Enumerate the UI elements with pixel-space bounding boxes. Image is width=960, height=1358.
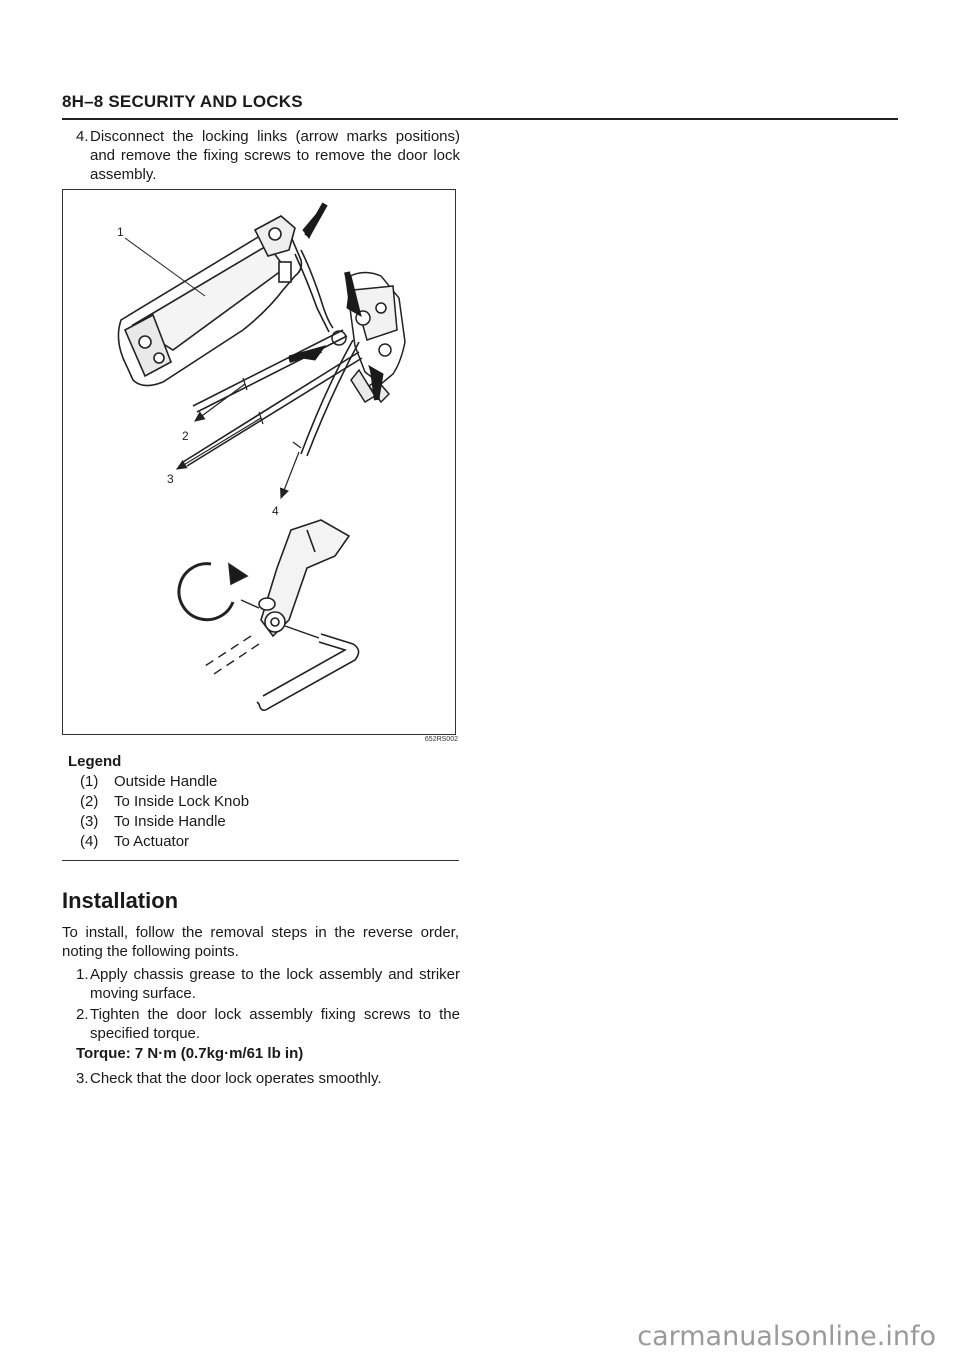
callout-4: 4 — [272, 504, 279, 518]
callout-1: 1 — [117, 225, 124, 239]
legend-number: (4) — [80, 833, 99, 850]
legend-title: Legend — [68, 753, 122, 770]
outside-handle — [118, 216, 301, 386]
step-number: 3. — [76, 1070, 89, 1087]
step-number: 1. — [76, 966, 89, 983]
page-title: 8H–8 SECURITY AND LOCKS — [62, 92, 303, 111]
site-watermark: carmanualsonline.info — [637, 1321, 936, 1352]
installation-step-3 — [76, 1069, 460, 1089]
legend-number: (2) — [80, 793, 99, 810]
installation-intro: To install, follow the removal steps in the reverse order, noting the following points. — [62, 924, 459, 960]
callout-3: 3 — [167, 472, 174, 486]
callout-leader-1 — [125, 238, 205, 296]
callout-2: 2 — [182, 429, 189, 443]
screw-removal-inset — [179, 520, 359, 710]
door-lock-figure — [62, 189, 456, 735]
step-text: Apply chassis grease to the lock assembly and striker moving surface. — [90, 966, 460, 1002]
legend-label: To Actuator — [114, 833, 190, 850]
figure-code: 652RS002 — [424, 736, 458, 743]
legend-label: Outside Handle — [114, 773, 218, 790]
step-text: Disconnect the locking links (arrow marks positions) and remove the fixing screws to remove the door lock assembly. — [90, 128, 460, 183]
legend-label: To Inside Handle — [114, 813, 226, 830]
step-text: Check that the door lock operates smoothly. — [90, 1070, 382, 1087]
step-number: 2. — [76, 1006, 89, 1023]
step-text: Tighten the door lock assembly fixing screws to the specified torque. — [90, 1006, 460, 1042]
installation-step-1 — [76, 965, 460, 1005]
step-number: 4. — [76, 128, 89, 145]
legend-number: (3) — [80, 813, 99, 830]
legend-label: To Inside Lock Knob — [114, 793, 250, 810]
installation-step-2 — [76, 1005, 460, 1045]
door-lock-illustration — [63, 190, 455, 734]
page-header — [62, 92, 898, 120]
legend-divider — [62, 860, 459, 861]
legend-number: (1) — [80, 773, 99, 790]
torque-spec: Torque: 7 N·m (0.7kg·m/61 lb in) — [76, 1045, 304, 1062]
removal-step-4 — [76, 127, 460, 187]
installation-heading: Installation — [62, 888, 179, 913]
